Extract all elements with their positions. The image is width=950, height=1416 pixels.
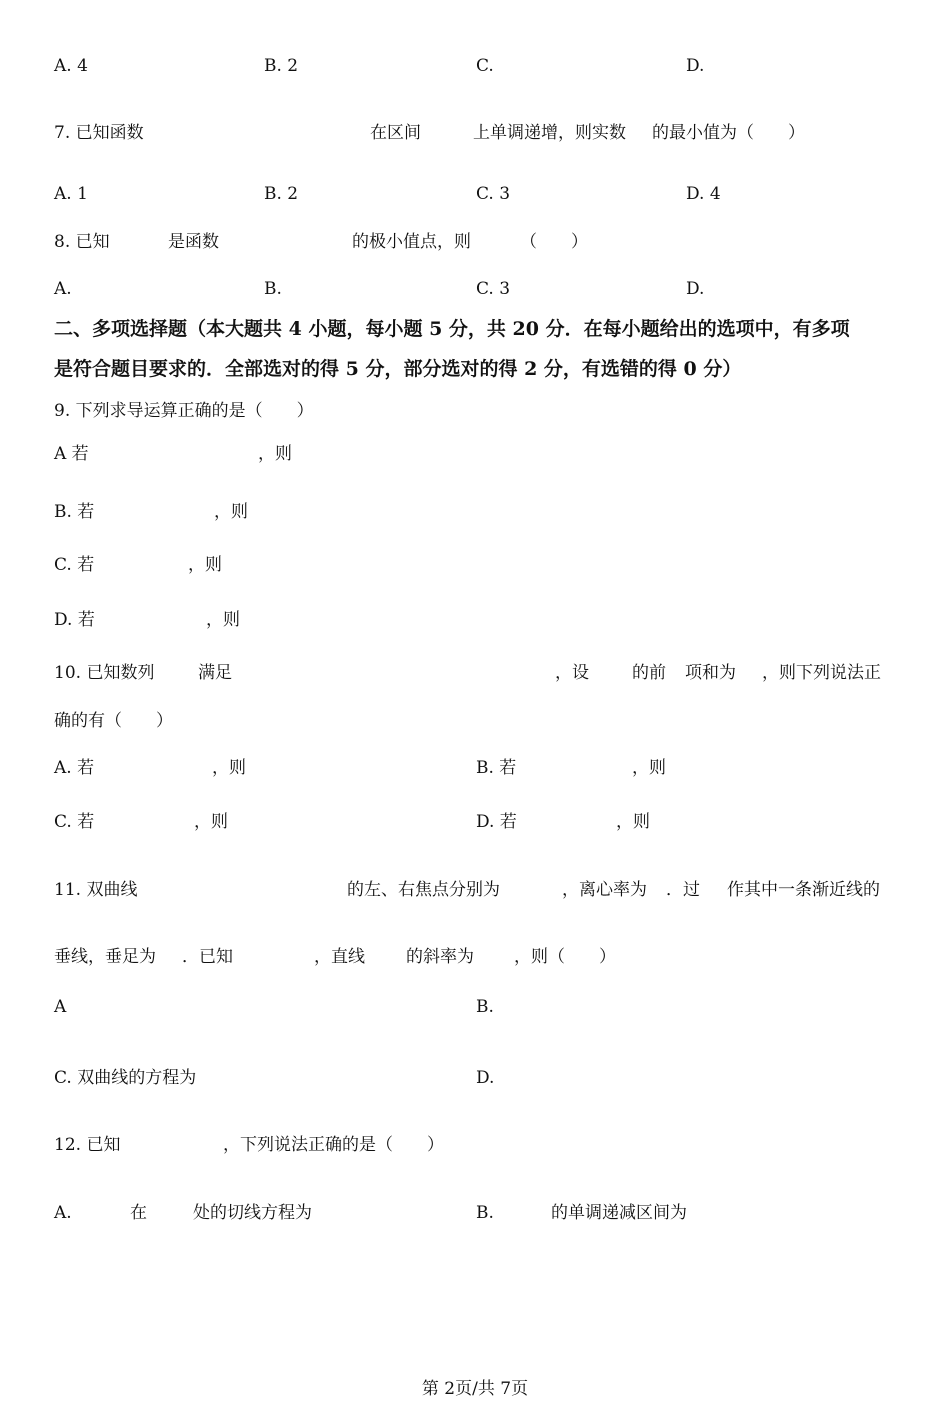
q11-stem-2: 的左、右焦点分别为 xyxy=(347,880,500,900)
section-heading-line-1: 二、多项选择题（本大题共 4 小题，每小题 5 分，共 20 分．在每小题给出的选项中，有多项 xyxy=(54,318,850,340)
q12-option-a-text: 处的切线方程为 xyxy=(193,1203,312,1223)
page-footer: 第 2页/共 7页 xyxy=(421,1379,529,1399)
q9-option-d-label: D. 若 xyxy=(54,610,95,630)
q9-option-a-label: A 若 xyxy=(54,444,89,464)
q11-stem-7: ．已知 xyxy=(182,947,233,967)
q11-stem-1: 11. 双曲线 xyxy=(54,880,138,900)
q11-option-c: C. 双曲线的方程为 xyxy=(54,1068,197,1088)
q8-option-c: C. 3 xyxy=(476,279,511,299)
q7-option-b: B. 2 xyxy=(264,184,299,204)
q11-stem-5: 作其中一条渐近线的 xyxy=(727,880,880,900)
q9-option-c-label: C. 若 xyxy=(54,555,95,575)
q11-stem-9: 的斜率为 xyxy=(406,947,474,967)
q7-option-c: C. 3 xyxy=(476,184,511,204)
q10-option-c-then: ，则 xyxy=(194,812,228,832)
q10-stem-7: 确的有（ ） xyxy=(54,711,173,731)
q8-option-b: B. xyxy=(264,279,282,299)
q8-stem-2: 是函数 xyxy=(168,232,219,252)
q12-stem-2: ，下列说法正确的是（ ） xyxy=(223,1135,444,1155)
q10-stem-1: 10. 已知数列 xyxy=(54,663,155,683)
q8-stem-3: 的极小值点，则 xyxy=(352,232,471,252)
q7-option-a: A. 1 xyxy=(54,184,88,204)
q8-option-a: A. xyxy=(54,279,72,299)
q7-stem-3: 上单调递增，则实数 xyxy=(473,123,626,143)
q10-stem-5: 项和为 xyxy=(685,663,736,683)
q8-option-d: D. xyxy=(686,279,705,299)
q12-option-b-text: 的单调递减区间为 xyxy=(551,1203,687,1223)
q10-stem-3: ，设 xyxy=(555,663,589,683)
q6-option-b: B. 2 xyxy=(264,56,299,76)
q10-option-c-label: C. 若 xyxy=(54,812,95,832)
q7-stem-2: 在区间 xyxy=(370,123,421,143)
q9-option-d-then: ，则 xyxy=(206,610,240,630)
q10-option-a-then: ，则 xyxy=(212,758,246,778)
q10-option-b-then: ，则 xyxy=(632,758,666,778)
q9-option-b-label: B. 若 xyxy=(54,502,95,522)
q12-option-a-label: A. xyxy=(54,1203,72,1223)
q12-option-b-label: B. xyxy=(476,1203,494,1223)
q9-option-a-then: ，则 xyxy=(258,444,292,464)
q11-option-b: B. xyxy=(476,997,494,1017)
q10-option-b-label: B. 若 xyxy=(476,758,517,778)
q12-option-a-at: 在 xyxy=(130,1203,147,1223)
q11-stem-3: ，离心率为 xyxy=(562,880,647,900)
q10-option-a-label: A. 若 xyxy=(54,758,95,778)
q11-stem-4: ．过 xyxy=(666,880,700,900)
q8-stem-1: 8. 已知 xyxy=(54,232,110,252)
q10-stem-2: 满足 xyxy=(198,663,232,683)
q7-stem-4: 的最小值为（ ） xyxy=(652,123,805,143)
q10-option-d-then: ，则 xyxy=(616,812,650,832)
q11-stem-10: ，则（ ） xyxy=(514,947,616,967)
q10-option-d-label: D. 若 xyxy=(476,812,517,832)
q7-option-d: D. 4 xyxy=(686,184,721,204)
q11-stem-6: 垂线，垂足为 xyxy=(54,947,156,967)
section-heading-line-2: 是符合题目要求的．全部选对的得 5 分，部分选对的得 2 分，有选错的得 0 分） xyxy=(54,358,742,380)
q6-option-a: A. 4 xyxy=(54,56,88,76)
q11-option-d: D. xyxy=(476,1068,495,1088)
q9-stem: 9. 下列求导运算正确的是（ ） xyxy=(54,401,314,421)
q9-option-b-then: ，则 xyxy=(214,502,248,522)
q8-stem-4: （ ） xyxy=(520,232,588,252)
q11-stem-8: ，直线 xyxy=(314,947,365,967)
q6-option-c: C. xyxy=(476,56,494,76)
q7-stem-1: 7. 已知函数 xyxy=(54,123,144,143)
q12-stem-1: 12. 已知 xyxy=(54,1135,121,1155)
q6-option-d: D. xyxy=(686,56,705,76)
q11-option-a: A xyxy=(54,997,67,1017)
q10-stem-4: 的前 xyxy=(632,663,666,683)
q10-stem-6: ，则下列说法正 xyxy=(762,663,881,683)
q9-option-c-then: ，则 xyxy=(188,555,222,575)
